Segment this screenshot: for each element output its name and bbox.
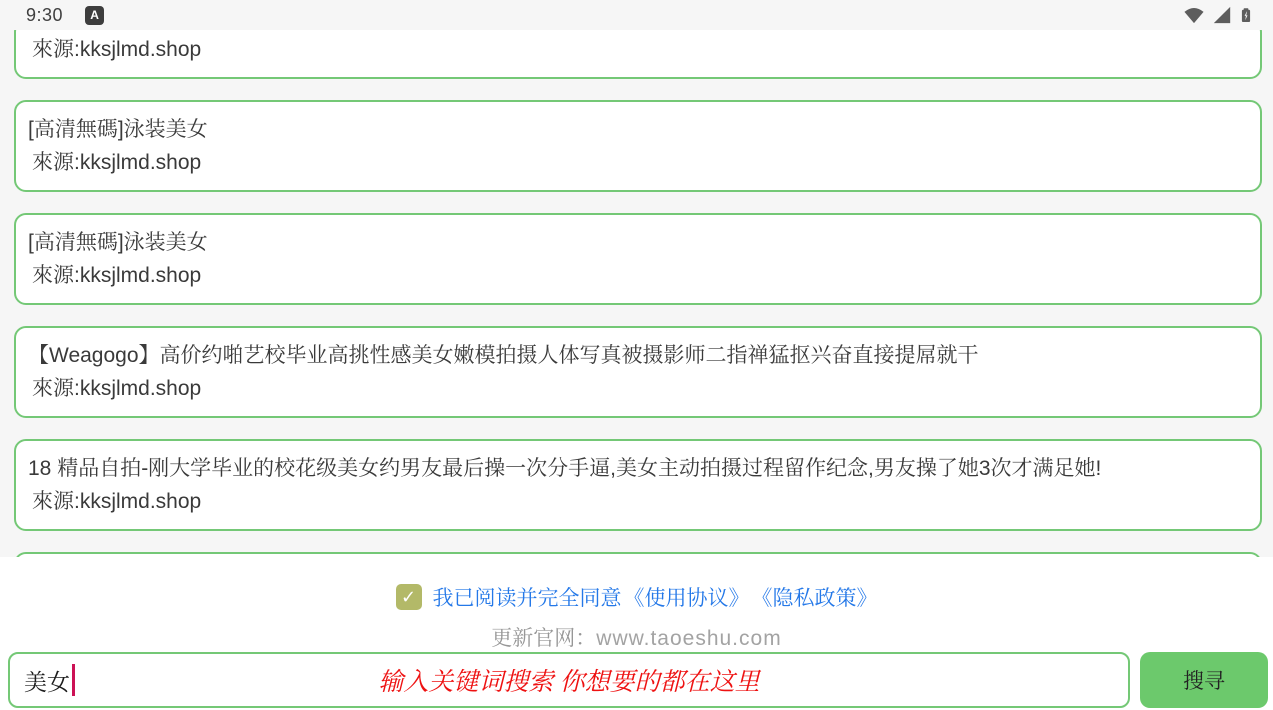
search-input[interactable] xyxy=(8,652,1130,708)
result-title: 18 精品自拍-刚大学毕业的校花级美女约男友最后操一次分手逼,美女主动拍摄过程留作纪念,男友操了她3次才满足她! xyxy=(28,457,1102,480)
result-card[interactable] xyxy=(14,100,1262,192)
agreement-checkbox[interactable] xyxy=(396,584,422,610)
official-site-url: www.taoeshu.com xyxy=(596,627,782,650)
official-site-row xyxy=(0,622,1273,652)
cellular-signal-icon xyxy=(1212,5,1232,25)
app-badge-icon: A xyxy=(85,6,104,25)
agreement-text xyxy=(433,582,878,612)
result-title: 【Weagogo】高价约啪艺校毕业高挑性感美女嫩模拍摄人体写真被摄影师二指禅猛抠兴奋直接提屌就干 xyxy=(28,344,979,367)
result-source: 來源:kksjlmd.shop xyxy=(32,377,202,400)
text-cursor xyxy=(72,664,75,696)
search-input-value: 美女 xyxy=(24,668,70,695)
status-icons xyxy=(1183,3,1253,27)
result-title: [高清無碼]泳装美女 xyxy=(28,231,208,254)
privacy-link[interactable]: 《隐私政策》 xyxy=(751,587,878,610)
terms-link[interactable]: 《使用协议》 xyxy=(623,587,750,610)
result-card[interactable] xyxy=(14,439,1262,531)
search-button[interactable]: 搜寻 xyxy=(1140,652,1268,708)
checkmark-icon: ✓ xyxy=(400,587,417,607)
result-card[interactable] xyxy=(14,326,1262,418)
bottom-panel xyxy=(0,557,1273,710)
result-card[interactable] xyxy=(14,213,1262,305)
agreement-row xyxy=(0,582,1273,612)
wifi-icon xyxy=(1183,5,1205,25)
agreement-prefix: 我已阅读并完全同意 xyxy=(432,587,622,610)
clock: 9:30 xyxy=(26,4,64,25)
official-site-label: 更新官网： xyxy=(491,627,597,650)
result-source: 來源:kksjlmd.shop xyxy=(32,264,202,287)
result-title: [高清無碼]泳装美女 xyxy=(28,118,208,141)
result-source: 來源:kksjlmd.shop xyxy=(32,151,202,174)
status-bar xyxy=(0,0,1273,30)
search-row xyxy=(0,652,1273,708)
result-source: 來源:kksjlmd.shop xyxy=(32,490,202,513)
result-list xyxy=(0,30,1273,557)
result-source: 來源:kksjlmd.shop xyxy=(32,38,202,61)
battery-charging-icon xyxy=(1239,3,1253,27)
result-card[interactable] xyxy=(14,30,1262,79)
search-hint-text: 输入关键词搜索 你想要的都在这里 xyxy=(378,669,760,696)
